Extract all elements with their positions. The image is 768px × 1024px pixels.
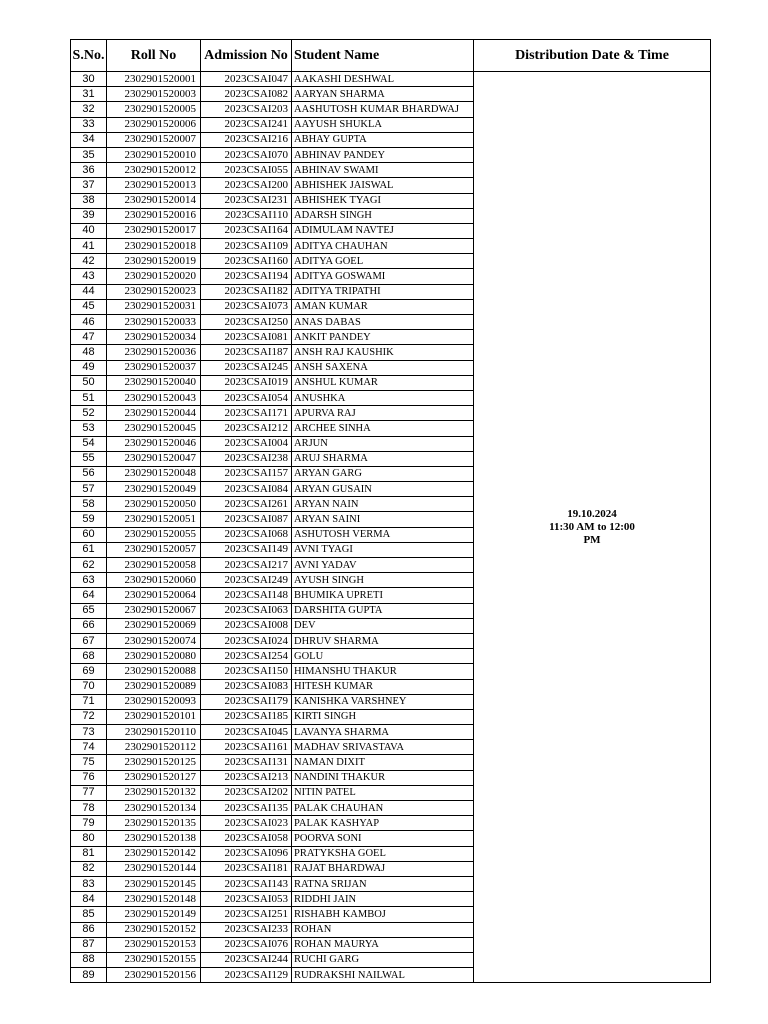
cell-sno: 76 [71,770,107,785]
cell-admission-no: 2023CSAI148 [201,588,292,603]
cell-roll-no: 2302901520016 [107,208,201,223]
cell-admission-no: 2023CSAI082 [201,87,292,102]
cell-roll-no: 2302901520020 [107,269,201,284]
cell-student-name: ARYAN GARG [292,466,474,481]
cell-roll-no: 2302901520007 [107,132,201,147]
cell-roll-no: 2302901520018 [107,239,201,254]
cell-student-name: KIRTI SINGH [292,709,474,724]
cell-roll-no: 2302901520156 [107,968,201,983]
cell-admission-no: 2023CSAI203 [201,102,292,117]
cell-roll-no: 2302901520012 [107,163,201,178]
cell-roll-no: 2302901520142 [107,846,201,861]
cell-sno: 65 [71,603,107,618]
cell-admission-no: 2023CSAI261 [201,497,292,512]
cell-sno: 32 [71,102,107,117]
cell-sno: 46 [71,315,107,330]
cell-sno: 78 [71,801,107,816]
cell-admission-no: 2023CSAI131 [201,755,292,770]
cell-student-name: ANUSHKA [292,390,474,405]
cell-admission-no: 2023CSAI179 [201,694,292,709]
cell-admission-no: 2023CSAI054 [201,390,292,405]
cell-student-name: ARYAN NAIN [292,497,474,512]
cell-admission-no: 2023CSAI238 [201,451,292,466]
cell-roll-no: 2302901520112 [107,740,201,755]
cell-student-name: RATNA SRIJAN [292,876,474,891]
cell-student-name: ROHAN MAURYA [292,937,474,952]
cell-sno: 56 [71,466,107,481]
cell-student-name: DEV [292,618,474,633]
cell-roll-no: 2302901520037 [107,360,201,375]
cell-roll-no: 2302901520046 [107,436,201,451]
cell-student-name: ARUJ SHARMA [292,451,474,466]
cell-admission-no: 2023CSAI250 [201,315,292,330]
cell-student-name: ABHISHEK TYAGI [292,193,474,208]
cell-sno: 73 [71,725,107,740]
cell-roll-no: 2302901520044 [107,406,201,421]
cell-roll-no: 2302901520013 [107,178,201,193]
cell-roll-no: 2302901520148 [107,892,201,907]
cell-sno: 41 [71,239,107,254]
cell-admission-no: 2023CSAI150 [201,664,292,679]
cell-admission-no: 2023CSAI216 [201,132,292,147]
cell-roll-no: 2302901520074 [107,633,201,648]
cell-admission-no: 2023CSAI135 [201,801,292,816]
cell-roll-no: 2302901520067 [107,603,201,618]
cell-roll-no: 2302901520051 [107,512,201,527]
cell-student-name: AAYUSH SHUKLA [292,117,474,132]
table-header-row [71,40,711,72]
cell-student-name: ABHINAV SWAMI [292,163,474,178]
cell-admission-no: 2023CSAI076 [201,937,292,952]
cell-roll-no: 2302901520088 [107,664,201,679]
cell-student-name: DARSHITA GUPTA [292,603,474,618]
cell-sno: 79 [71,816,107,831]
cell-sno: 31 [71,87,107,102]
cell-roll-no: 2302901520040 [107,375,201,390]
cell-sno: 89 [71,968,107,983]
cell-admission-no: 2023CSAI083 [201,679,292,694]
cell-roll-no: 2302901520145 [107,876,201,891]
cell-sno: 62 [71,558,107,573]
cell-student-name: ABHISHEK JAISWAL [292,178,474,193]
cell-student-name: ADITYA TRIPATHI [292,284,474,299]
cell-roll-no: 2302901520149 [107,907,201,922]
cell-admission-no: 2023CSAI200 [201,178,292,193]
cell-roll-no: 2302901520153 [107,937,201,952]
cell-sno: 47 [71,330,107,345]
cell-roll-no: 2302901520125 [107,755,201,770]
cell-admission-no: 2023CSAI194 [201,269,292,284]
cell-sno: 75 [71,755,107,770]
cell-admission-no: 2023CSAI024 [201,633,292,648]
cell-roll-no: 2302901520014 [107,193,201,208]
cell-admission-no: 2023CSAI160 [201,254,292,269]
cell-admission-no: 2023CSAI109 [201,239,292,254]
cell-admission-no: 2023CSAI096 [201,846,292,861]
cell-student-name: ADARSH SINGH [292,208,474,223]
cell-admission-no: 2023CSAI149 [201,542,292,557]
distribution-date: 19.10.2024 [567,507,617,520]
cell-sno: 85 [71,907,107,922]
cell-student-name: NANDINI THAKUR [292,770,474,785]
cell-roll-no: 2302901520152 [107,922,201,937]
cell-sno: 70 [71,679,107,694]
cell-roll-no: 2302901520017 [107,223,201,238]
cell-sno: 74 [71,740,107,755]
cell-roll-no: 2302901520080 [107,649,201,664]
cell-student-name: ADITYA GOSWAMI [292,269,474,284]
cell-sno: 34 [71,132,107,147]
cell-roll-no: 2302901520138 [107,831,201,846]
cell-student-name: ANAS DABAS [292,315,474,330]
cell-roll-no: 2302901520069 [107,618,201,633]
cell-sno: 48 [71,345,107,360]
cell-admission-no: 2023CSAI058 [201,831,292,846]
cell-sno: 35 [71,147,107,162]
cell-student-name: RUCHI GARG [292,952,474,967]
cell-admission-no: 2023CSAI063 [201,603,292,618]
cell-admission-no: 2023CSAI244 [201,952,292,967]
cell-roll-no: 2302901520144 [107,861,201,876]
cell-student-name: APURVA RAJ [292,406,474,421]
cell-admission-no: 2023CSAI019 [201,375,292,390]
cell-student-name: PALAK KASHYAP [292,816,474,831]
cell-sno: 57 [71,482,107,497]
cell-sno: 82 [71,861,107,876]
cell-admission-no: 2023CSAI055 [201,163,292,178]
cell-admission-no: 2023CSAI231 [201,193,292,208]
cell-student-name: NITIN PATEL [292,785,474,800]
header-sno: S.No. [71,40,107,72]
cell-student-name: AVNI TYAGI [292,542,474,557]
cell-admission-no: 2023CSAI233 [201,922,292,937]
cell-sno: 72 [71,709,107,724]
cell-roll-no: 2302901520060 [107,573,201,588]
cell-sno: 80 [71,831,107,846]
cell-sno: 71 [71,694,107,709]
cell-roll-no: 2302901520034 [107,330,201,345]
cell-admission-no: 2023CSAI185 [201,709,292,724]
cell-admission-no: 2023CSAI171 [201,406,292,421]
cell-student-name: AYUSH SINGH [292,573,474,588]
cell-sno: 86 [71,922,107,937]
cell-admission-no: 2023CSAI187 [201,345,292,360]
cell-sno: 69 [71,664,107,679]
cell-sno: 44 [71,284,107,299]
cell-admission-no: 2023CSAI129 [201,968,292,983]
cell-roll-no: 2302901520155 [107,952,201,967]
cell-admission-no: 2023CSAI213 [201,770,292,785]
cell-sno: 51 [71,390,107,405]
cell-admission-no: 2023CSAI047 [201,72,292,87]
cell-student-name: ASHUTOSH VERMA [292,527,474,542]
distribution-time-line-1: 11:30 AM to 12:00 [549,520,635,533]
cell-sno: 58 [71,497,107,512]
cell-sno: 54 [71,436,107,451]
cell-roll-no: 2302901520050 [107,497,201,512]
cell-student-name: ANSHUL KUMAR [292,375,474,390]
cell-sno: 60 [71,527,107,542]
table-body [71,72,711,983]
cell-roll-no: 2302901520055 [107,527,201,542]
cell-admission-no: 2023CSAI053 [201,892,292,907]
cell-roll-no: 2302901520001 [107,72,201,87]
cell-roll-no: 2302901520135 [107,816,201,831]
cell-sno: 87 [71,937,107,952]
cell-student-name: ABHAY GUPTA [292,132,474,147]
cell-student-name: BHUMIKA UPRETI [292,588,474,603]
cell-sno: 52 [71,406,107,421]
cell-roll-no: 2302901520132 [107,785,201,800]
cell-sno: 67 [71,633,107,648]
cell-student-name: ARYAN GUSAIN [292,482,474,497]
cell-student-name: HITESH KUMAR [292,679,474,694]
cell-roll-no: 2302901520058 [107,558,201,573]
cell-student-name: AAKASHI DESHWAL [292,72,474,87]
cell-student-name: ANSH RAJ KAUSHIK [292,345,474,360]
cell-sno: 39 [71,208,107,223]
cell-roll-no: 2302901520047 [107,451,201,466]
cell-admission-no: 2023CSAI164 [201,223,292,238]
cell-student-name: DHRUV SHARMA [292,633,474,648]
header-admission-no: Admission No [201,40,292,72]
cell-admission-no: 2023CSAI202 [201,785,292,800]
cell-admission-no: 2023CSAI087 [201,512,292,527]
cell-admission-no: 2023CSAI217 [201,558,292,573]
cell-sno: 66 [71,618,107,633]
header-distribution-date-time: Distribution Date & Time [474,40,711,72]
cell-sno: 68 [71,649,107,664]
cell-admission-no: 2023CSAI245 [201,360,292,375]
cell-admission-no: 2023CSAI023 [201,816,292,831]
table-row [71,72,711,87]
cell-roll-no: 2302901520006 [107,117,201,132]
cell-admission-no: 2023CSAI073 [201,299,292,314]
cell-roll-no: 2302901520005 [107,102,201,117]
cell-sno: 36 [71,163,107,178]
cell-student-name: POORVA SONI [292,831,474,846]
cell-sno: 61 [71,542,107,557]
cell-sno: 42 [71,254,107,269]
cell-sno: 53 [71,421,107,436]
cell-roll-no: 2302901520110 [107,725,201,740]
cell-sno: 63 [71,573,107,588]
cell-roll-no: 2302901520043 [107,390,201,405]
cell-admission-no: 2023CSAI157 [201,466,292,481]
cell-student-name: ANSH SAXENA [292,360,474,375]
cell-sno: 88 [71,952,107,967]
cell-student-name: AVNI YADAV [292,558,474,573]
cell-sno: 83 [71,876,107,891]
cell-student-name: RUDRAKSHI NAILWAL [292,968,474,983]
cell-admission-no: 2023CSAI110 [201,208,292,223]
cell-student-name: ANKIT PANDEY [292,330,474,345]
cell-admission-no: 2023CSAI084 [201,482,292,497]
cell-admission-no: 2023CSAI004 [201,436,292,451]
cell-sno: 84 [71,892,107,907]
cell-student-name: ARYAN SAINI [292,512,474,527]
cell-roll-no: 2302901520089 [107,679,201,694]
header-roll-no: Roll No [107,40,201,72]
cell-sno: 37 [71,178,107,193]
cell-student-name: ADITYA GOEL [292,254,474,269]
cell-roll-no: 2302901520010 [107,147,201,162]
cell-roll-no: 2302901520036 [107,345,201,360]
cell-admission-no: 2023CSAI045 [201,725,292,740]
cell-sno: 45 [71,299,107,314]
cell-student-name: RAJAT BHARDWAJ [292,861,474,876]
cell-roll-no: 2302901520045 [107,421,201,436]
cell-admission-no: 2023CSAI241 [201,117,292,132]
cell-student-name: RIDDHI JAIN [292,892,474,907]
cell-student-name: ROHAN [292,922,474,937]
cell-roll-no: 2302901520049 [107,482,201,497]
cell-student-name: ARCHEE SINHA [292,421,474,436]
distribution-sheet [70,39,710,983]
cell-roll-no: 2302901520023 [107,284,201,299]
student-distribution-table [70,39,711,983]
cell-sno: 59 [71,512,107,527]
cell-roll-no: 2302901520134 [107,801,201,816]
cell-student-name: ADITYA CHAUHAN [292,239,474,254]
cell-student-name: ARJUN [292,436,474,451]
cell-sno: 38 [71,193,107,208]
cell-roll-no: 2302901520048 [107,466,201,481]
cell-student-name: KANISHKA VARSHNEY [292,694,474,709]
cell-sno: 33 [71,117,107,132]
cell-sno: 77 [71,785,107,800]
cell-student-name: NAMAN DIXIT [292,755,474,770]
cell-student-name: ADIMULAM NAVTEJ [292,223,474,238]
cell-admission-no: 2023CSAI081 [201,330,292,345]
distribution-date-time-cell [474,72,711,983]
distribution-time-line-2: PM [583,533,601,546]
cell-roll-no: 2302901520033 [107,315,201,330]
cell-admission-no: 2023CSAI254 [201,649,292,664]
cell-admission-no: 2023CSAI161 [201,740,292,755]
cell-sno: 43 [71,269,107,284]
cell-roll-no: 2302901520127 [107,770,201,785]
cell-student-name: PRATYKSHA GOEL [292,846,474,861]
cell-roll-no: 2302901520093 [107,694,201,709]
cell-student-name: HIMANSHU THAKUR [292,664,474,679]
cell-roll-no: 2302901520019 [107,254,201,269]
cell-student-name: GOLU [292,649,474,664]
cell-roll-no: 2302901520064 [107,588,201,603]
cell-student-name: AMAN KUMAR [292,299,474,314]
cell-admission-no: 2023CSAI212 [201,421,292,436]
cell-sno: 81 [71,846,107,861]
cell-roll-no: 2302901520057 [107,542,201,557]
cell-student-name: LAVANYA SHARMA [292,725,474,740]
cell-student-name: ABHINAV PANDEY [292,147,474,162]
cell-sno: 49 [71,360,107,375]
cell-roll-no: 2302901520101 [107,709,201,724]
cell-student-name: RISHABH KAMBOJ [292,907,474,922]
cell-admission-no: 2023CSAI251 [201,907,292,922]
cell-sno: 64 [71,588,107,603]
cell-admission-no: 2023CSAI249 [201,573,292,588]
cell-admission-no: 2023CSAI070 [201,147,292,162]
cell-student-name: AASHUTOSH KUMAR BHARDWAJ [292,102,474,117]
cell-sno: 30 [71,72,107,87]
cell-roll-no: 2302901520031 [107,299,201,314]
cell-admission-no: 2023CSAI182 [201,284,292,299]
cell-sno: 50 [71,375,107,390]
cell-admission-no: 2023CSAI008 [201,618,292,633]
header-student-name: Student Name [292,40,474,72]
cell-sno: 40 [71,223,107,238]
cell-roll-no: 2302901520003 [107,87,201,102]
cell-admission-no: 2023CSAI068 [201,527,292,542]
cell-student-name: AARYAN SHARMA [292,87,474,102]
cell-student-name: PALAK CHAUHAN [292,801,474,816]
cell-sno: 55 [71,451,107,466]
cell-admission-no: 2023CSAI143 [201,876,292,891]
cell-student-name: MADHAV SRIVASTAVA [292,740,474,755]
cell-admission-no: 2023CSAI181 [201,861,292,876]
